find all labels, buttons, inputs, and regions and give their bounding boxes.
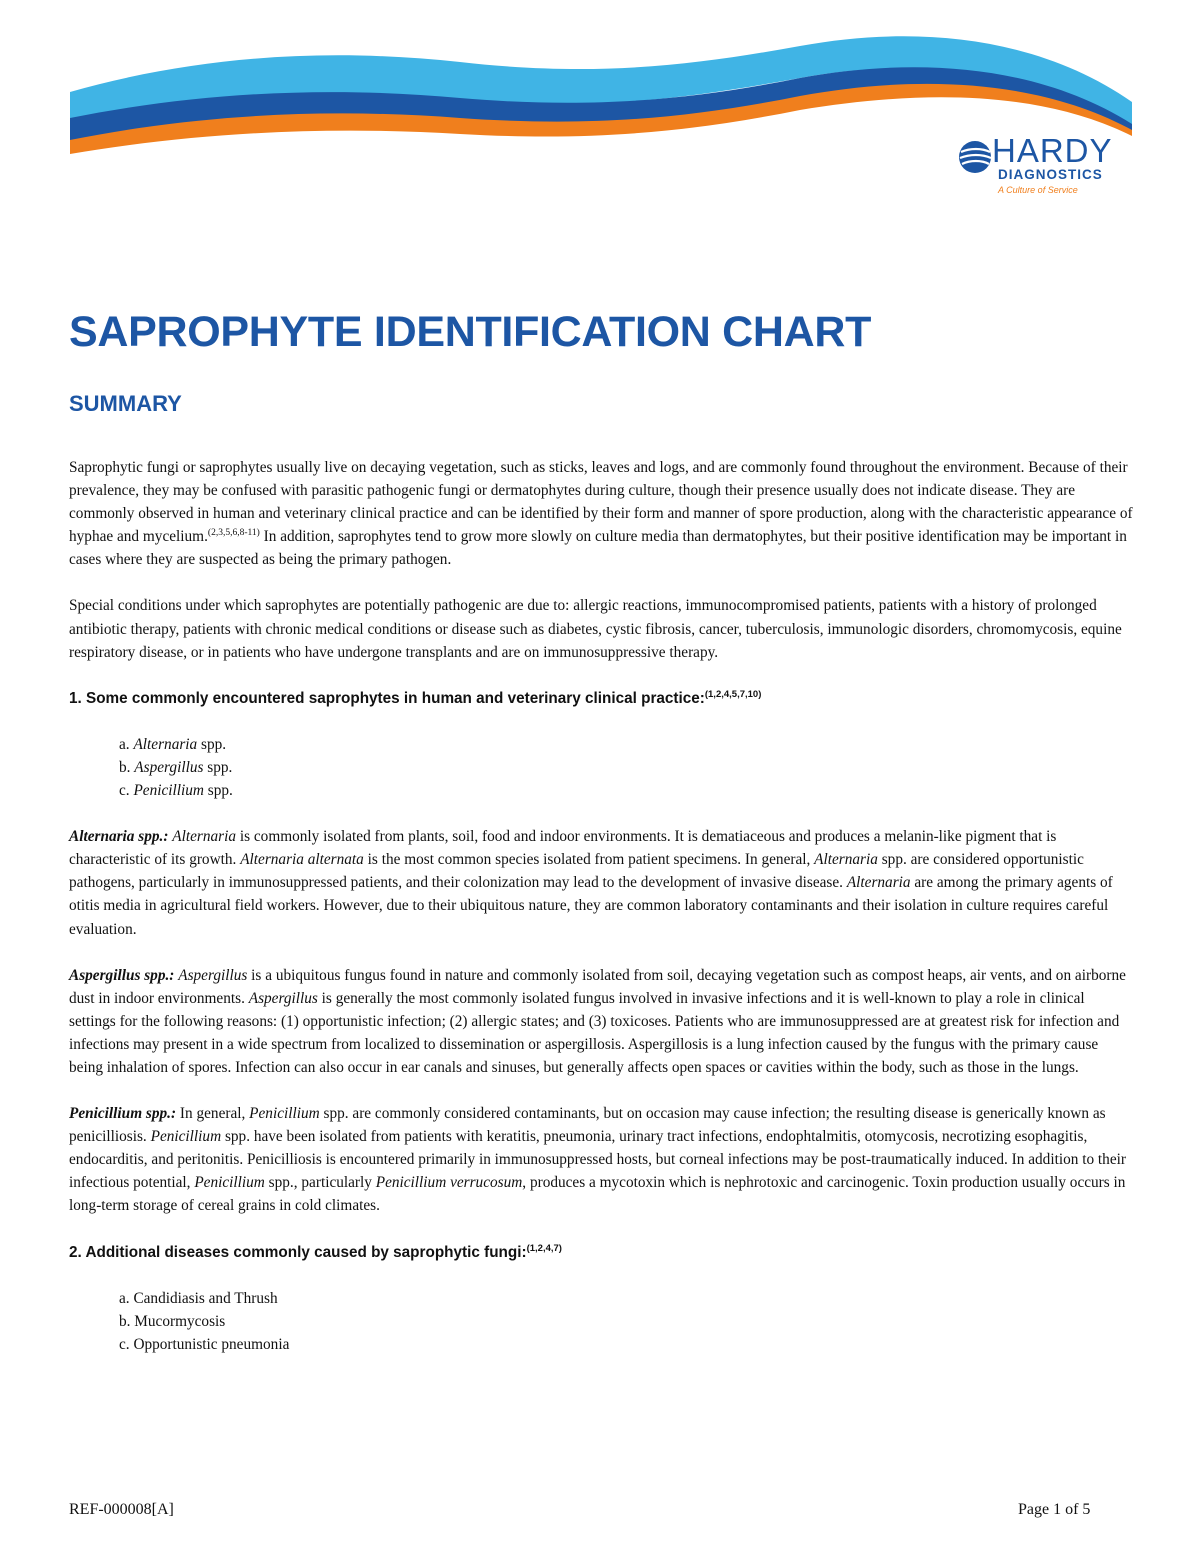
list-item: a. Alternaria spp. bbox=[119, 735, 227, 753]
section-2-heading: 2. Additional diseases commonly caused by saprophytic fungi:$^{(1,2,4,7)}$ bbox=[69, 1242, 562, 1261]
reference-superscript: (1,2,4,5,7,10) bbox=[704, 688, 762, 700]
aspergillus-paragraph: Aspergillus spp.: Aspergillus is a ubiquitous fungus found in nature and commonly isolated from soil, decaying vegetation such as compost heaps, air vents, and on airborne dust in indoor environments. Aspergillus is generally the most commonly isolated fungus involved in invasive infections and it is well-known to play a role in clinical settings for the following reasons: (1) opportunistic infection; (2) allergic states; and (3) toxicoses. Patients who are immunosuppressed are at greatest risk for infection and infections may present in a wide spectrum from localized to dissemination or aspergillosis. Aspergillosis is a lung infection caused by the fungus with the primary cause being inhalation of spores. Infection can also occur in ear canals and sinuses, but generally affects open spaces or cavities within the body, such as those in the lungs. bbox=[69, 966, 1126, 1076]
penicillium-label: Penicillium spp.: bbox=[69, 1105, 177, 1123]
header-wave-banner bbox=[0, 0, 1200, 260]
saprophyte-list bbox=[69, 733, 1135, 802]
document-body bbox=[69, 456, 1135, 1379]
page-number: Page 1 of 5 bbox=[1018, 1501, 1091, 1518]
logo-tagline: A Culture of Service bbox=[998, 185, 1078, 195]
reference-superscript: (1,2,4,7) bbox=[526, 1242, 562, 1254]
document-reference: REF-000008[A] bbox=[69, 1501, 174, 1518]
summary-paragraph-1: Saprophytic fungi or saprophytes usually live on decaying vegetation, such as sticks, leaves and logs, and are commonly found throughout the environment. Because of their prevalence, they may be confused with parasitic pathogenic fungi or dermatophytes during culture, though their presence usually does not indicate disease. They are commonly observed in human and veterinary clinical practice and can be identified by their form and manner of spore production, along with the characteristic appearance of hyphae and mycelium.$^{(2,3,5,6,8-11)}$ In addition, saprophytes tend to grow more slowly on culture media than dermatophytes, but their positive identification may be important in cases where they are suspected as being the primary pathogen. bbox=[69, 459, 1133, 569]
list-item: c. Opportunistic pneumonia bbox=[119, 1335, 290, 1353]
reference-superscript: (2,3,5,6,8-11) bbox=[207, 528, 260, 539]
summary-paragraph-2: Special conditions under which saprophytes are potentially pathogenic are due to: allergic reactions, immunocompromised patients, patients with a history of prolonged antibiotic therapy, patients with chronic medical conditions or disease such as diabetes, cystic fibrosis, cancer, tuberculosis, immunologic disorders, chromomycosis, equine respiratory disease, or in patients who have undergone transplants and are on immunosuppressive therapy. bbox=[69, 597, 1122, 661]
list-item: c. Penicillium spp. bbox=[119, 782, 233, 800]
list-item: b. Aspergillus spp. bbox=[119, 758, 233, 776]
alternaria-paragraph: Alternaria spp.: Alternaria is commonly isolated from plants, soil, food and indoor environments. It is dematiaceous and produces a melanin-like pigment that is characteristic of its growth. Alternaria alternata is the most common species isolated from patient specimens. In general, Alternaria spp. are considered opportunistic pathogens, particularly in immunosuppressed patients, and their colonization may lead to the development of invasive disease. Alternaria are among the primary agents of otitis media in agricultural field workers. However, due to their ubiquitous nature, they are common laboratory contaminants and their isolation in culture requires careful evaluation. bbox=[69, 828, 1113, 938]
penicillium-paragraph: Penicillium spp.: In general, Penicillium spp. are commonly considered contaminants, but on occasion may cause infection; the resulting disease is generically known as penicilliosis. Penicillium spp. have been isolated from patients with keratitis, pneumonia, urinary tract infections, endophtalmitis, otomycosis, necrotizing esophagitis, endocarditis, and peritonitis. Penicilliosis is encountered primarily in immunosuppressed hosts, but corneal infections may be post-traumatically induced. In addition to their infectious potential, Penicillium spp., particularly Penicillium verrucosum, produces a mycotoxin which is nephrotoxic and carcinogenic. Toxin production usually occurs in long-term storage of cereal grains in cold climates. bbox=[69, 1105, 1126, 1215]
aspergillus-label: Aspergillus spp.: bbox=[69, 966, 175, 984]
summary-heading: SUMMARY bbox=[69, 391, 182, 416]
logo-subtitle: DIAGNOSTICS bbox=[998, 167, 1103, 182]
logo-wordmark: HARDY bbox=[992, 132, 1113, 169]
hardy-diagnostics-logo bbox=[958, 132, 1138, 208]
list-item: a. Candidiasis and Thrush bbox=[119, 1289, 278, 1307]
section-1-heading: 1. Some commonly encountered saprophytes in human and veterinary clinical practice:$^{(1,2,4,5,7,10)}$ bbox=[69, 688, 762, 707]
globe-logo-icon bbox=[958, 140, 992, 174]
diseases-list bbox=[69, 1287, 1135, 1356]
page-title: SAPROPHYTE IDENTIFICATION CHART bbox=[69, 308, 872, 356]
alternaria-label: Alternaria spp.: bbox=[69, 828, 169, 846]
list-item: b. Mucormycosis bbox=[119, 1312, 226, 1330]
